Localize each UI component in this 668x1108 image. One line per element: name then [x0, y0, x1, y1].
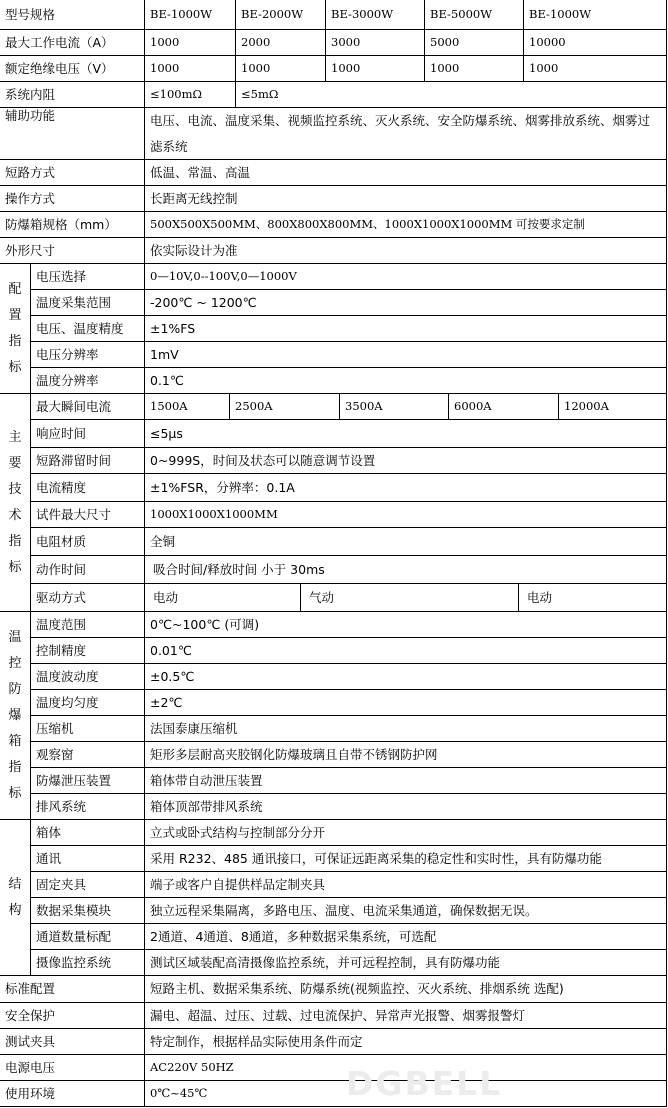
config-group-label: 配置指标	[8, 281, 22, 375]
peak-current-label: 最大瞬间电流	[30, 393, 145, 420]
rated-voltage-row-value: 1000	[325, 55, 425, 82]
config-row-value: 0—10V,0--100V,0—1000V	[144, 263, 667, 290]
temp-row-value: 0.01℃	[144, 637, 667, 664]
main-row-value: ±1%FSR，分辨率：0.1A	[144, 473, 667, 502]
temp-row-label: 观察窗	[30, 741, 145, 768]
main-row-label: 动作时间	[30, 555, 145, 584]
structure-row-label: 通道数量标配	[30, 923, 145, 950]
model-row-value: BE-5000W	[424, 0, 524, 30]
temp-row-label: 温度范围	[30, 611, 145, 638]
temp-row-value: 箱体带自动泄压装置	[144, 767, 667, 794]
short-mode-label: 短路方式	[0, 159, 145, 186]
structure-row-value: 测试区域装配高清摄像监控系统，并可远程控制，具有防爆功能	[144, 949, 667, 976]
main-row-value: 全铜	[144, 527, 667, 556]
aux-label: 辅助功能	[0, 107, 145, 160]
structure-row-label: 通讯	[30, 845, 145, 872]
main-row-label: 试件最大尺寸	[30, 501, 145, 528]
shape-value: 依实际设计为准	[144, 237, 667, 264]
main-row-value: 吸合时间/释放时间 小于 30ms	[144, 555, 667, 584]
temp-row-value: 箱体顶部带排风系统	[144, 793, 667, 820]
peak-current-value: 2500A	[229, 393, 340, 420]
bottom-row-value: 特定制作，根据样品实际使用条件而定	[144, 1028, 667, 1055]
config-row-value: -200℃ ~ 1200℃	[144, 289, 667, 316]
structure-row-value: 采用 R232、485 通讯接口，可保证远距离采集的稳定性和实时性，具有防爆功能	[144, 845, 667, 872]
max-current-row-label: 最大工作电流（A）	[0, 29, 145, 56]
max-current-row-value: 3000	[325, 29, 425, 56]
temp-box-group	[0, 611, 31, 820]
max-current-row-value: 2000	[235, 29, 326, 56]
box-size-label: 防爆箱规格（mm）	[0, 211, 145, 238]
internal-resistance-label: 系统内阻	[0, 81, 145, 108]
rated-voltage-row-label: 额定绝缘电压（V）	[0, 55, 145, 82]
model-row-value: BE-1000W	[523, 0, 667, 30]
bottom-row-value: AC220V 50HZ	[144, 1054, 667, 1081]
temp-row-value: 矩形多层耐高夹胶钢化防爆玻璃且自带不锈钢防护网	[144, 741, 667, 768]
model-row-label: 型号规格	[0, 0, 145, 30]
peak-current-value: 3500A	[339, 393, 449, 420]
structure-group-label: 结构	[8, 876, 22, 918]
temp-row-label: 温度波动度	[30, 663, 145, 690]
model-row-value: BE-3000W	[325, 0, 425, 30]
bottom-row-label: 测试夹具	[0, 1028, 145, 1055]
temp-row-label: 控制精度	[30, 637, 145, 664]
bottom-row-value: 0℃~45℃	[144, 1080, 667, 1107]
structure-row-value: 端子或客户自提供样品定制夹具	[144, 871, 667, 898]
main-row-label: 响应时间	[30, 419, 145, 448]
main-row-value: 1000X1000X1000MM	[144, 501, 667, 528]
structure-row-label: 数据采集模块	[30, 897, 145, 924]
config-row-value: 0.1℃	[144, 367, 667, 394]
config-row-label: 电压分辨率	[30, 341, 145, 368]
temp-row-label: 温度均匀度	[30, 689, 145, 716]
temp-row-label: 压缩机	[30, 715, 145, 742]
drive-value: 电动	[518, 583, 667, 612]
operation-label: 操作方式	[0, 185, 145, 212]
rated-voltage-row-value: 1000	[424, 55, 524, 82]
drive-label: 驱动方式	[30, 583, 145, 612]
config-row-label: 电压、温度精度	[30, 315, 145, 342]
bottom-row-label: 使用环境	[0, 1080, 145, 1107]
watermark-logo: DGBELL	[346, 1064, 503, 1103]
main-row-label: 电流精度	[30, 473, 145, 502]
rated-voltage-row-value: 1000	[144, 55, 236, 82]
aux-value: 电压、电流、温度采集、视频监控系统、灭火系统、安全防爆系统、烟雾排放系统、烟雾过滤系统	[144, 107, 667, 160]
bottom-row-value: 漏电、超温、过压、过载、过电流保护、异常声光报警、烟雾报警灯	[144, 1002, 667, 1029]
internal-resistance-value-2: ≤5mΩ	[235, 81, 667, 108]
temp-row-value: ±2℃	[144, 689, 667, 716]
structure-row-label: 摄像监控系统	[30, 949, 145, 976]
drive-value: 气动	[300, 583, 519, 612]
main-row-value: ≤5μs	[144, 419, 667, 448]
temp-row-value: ±0.5℃	[144, 663, 667, 690]
drive-value: 电动	[144, 583, 301, 612]
structure-group	[0, 819, 31, 976]
peak-current-value: 1500A	[144, 393, 230, 420]
config-row-value: ±1%FS	[144, 315, 667, 342]
temp-row-label: 排风系统	[30, 793, 145, 820]
operation-value: 长距离无线控制	[144, 185, 667, 212]
config-row-value: 1mV	[144, 341, 667, 368]
temp-row-value: 0℃~100℃ (可调)	[144, 611, 667, 638]
shape-label: 外形尺寸	[0, 237, 145, 264]
max-current-row-value: 5000	[424, 29, 524, 56]
rated-voltage-row-value: 1000	[523, 55, 667, 82]
main-group-label: 主要技术指标	[8, 429, 22, 575]
temp-box-group-label: 温控防爆箱指标	[8, 629, 22, 801]
short-mode-value: 低温、常温、高温	[144, 159, 667, 186]
model-row-value: BE-2000W	[235, 0, 326, 30]
structure-row-value: 2通道、4通道、8通道，多种数据采集系统，可选配	[144, 923, 667, 950]
temp-row-value: 法国泰康压缩机	[144, 715, 667, 742]
bottom-row-label: 电源电压	[0, 1054, 145, 1081]
max-current-row-value: 1000	[144, 29, 236, 56]
structure-row-value: 独立远程采集隔离，多路电压、温度、电流采集通道，确保数据无误。	[144, 897, 667, 924]
config-row-label: 温度分辨率	[30, 367, 145, 394]
structure-row-label: 箱体	[30, 819, 145, 846]
structure-row-value: 立式或卧式结构与控制部分分开	[144, 819, 667, 846]
temp-row-label: 防爆泄压装置	[30, 767, 145, 794]
internal-resistance-value-1: ≤100mΩ	[144, 81, 236, 108]
config-group	[0, 263, 31, 394]
bottom-row-label: 标准配置	[0, 975, 145, 1003]
main-row-label: 电阻材质	[30, 527, 145, 556]
model-row-value: BE-1000W	[144, 0, 236, 30]
config-row-label: 温度采集范围	[30, 289, 145, 316]
rated-voltage-row-value: 1000	[235, 55, 326, 82]
peak-current-value: 6000A	[448, 393, 559, 420]
peak-current-value: 12000A	[558, 393, 667, 420]
bottom-row-value: 短路主机、数据采集系统、防爆系统(视频监控、灭火系统、排烟系统 选配)	[144, 975, 667, 1003]
main-row-label: 短路滞留时间	[30, 447, 145, 474]
main-group	[0, 393, 31, 612]
structure-row-label: 固定夹具	[30, 871, 145, 898]
max-current-row-value: 10000	[523, 29, 667, 56]
box-size-value: 500X500X500MM、800X800X800MM、1000X1000X1000MM 可按要求定制	[144, 211, 667, 238]
config-row-label: 电压选择	[30, 263, 145, 290]
main-row-value: 0~999S，时间及状态可以随意调节设置	[144, 447, 667, 474]
bottom-row-label: 安全保护	[0, 1002, 145, 1029]
